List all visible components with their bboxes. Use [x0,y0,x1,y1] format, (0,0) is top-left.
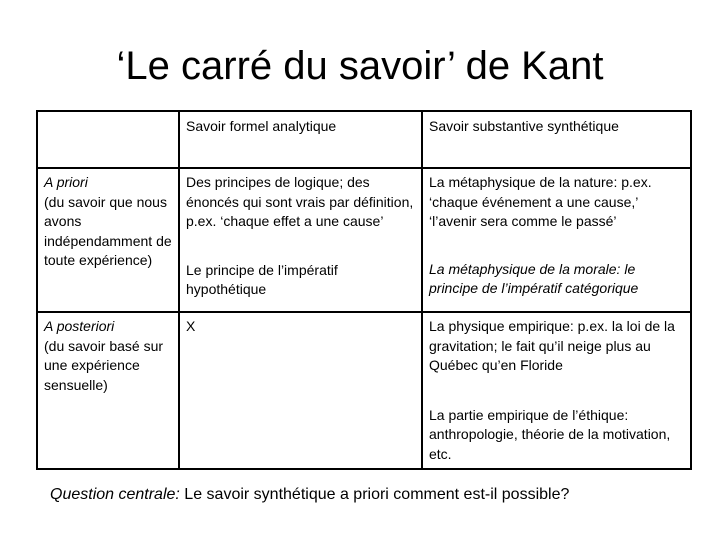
slide-title: ‘Le carré du savoir’ de Kant [116,44,604,88]
cell-text: Des principes de logique; des énoncés qui sont vrais par définition, p.ex. ‘chaque effet a une cause’ [186,174,414,229]
cell-text: Le principe de l’impératif hypothétique [186,261,338,297]
cell-a-posteriori-synthetic [422,312,691,469]
row-a-priori [37,168,691,312]
cell-a-priori-analytic [179,168,422,312]
row-label-a-posteriori [37,312,179,469]
cell-a-posteriori-analytic [179,312,422,469]
corner-cell [37,111,179,168]
cell-text: X [186,318,196,334]
cell-text: La partie empirique de l’éthique: anthropologie, théorie de la motivation, etc. [429,406,671,462]
cell-a-priori-synthetic [422,168,691,312]
row-label-a-priori [37,168,179,312]
cell-text: La métaphysique de la nature: p.ex. ‘chaque événement a une cause,’ ‘l’avenir sera comme le passé’ [429,174,652,229]
row-label-title: A priori [44,174,88,190]
question-label: Question centrale: [50,486,180,503]
row-label-note: (du savoir basé sur une expérience sensuelle) [44,337,164,393]
cell-text-italic: La métaphysique de la morale: le principe de l’impératif catégorique [429,260,639,296]
row-a-posteriori [37,312,691,469]
row-label-note: (du savoir que nous avons indépendamment de toute expérience) [44,193,172,268]
row-label-title: A posteriori [44,318,115,334]
cell-text: La physique empirique: p.ex. la loi de la gravitation; le fait qu’il neige plus au Québec qu’en Floride [429,318,675,373]
central-question [50,485,569,505]
question-text: Le savoir synthétique a priori comment est-il possible? [179,486,570,503]
header-synthetic: Savoir substantive synthétique [422,111,691,168]
table-header-row [37,111,691,168]
header-analytic: Savoir formel analytique [179,111,422,168]
knowledge-square-table [36,110,692,470]
